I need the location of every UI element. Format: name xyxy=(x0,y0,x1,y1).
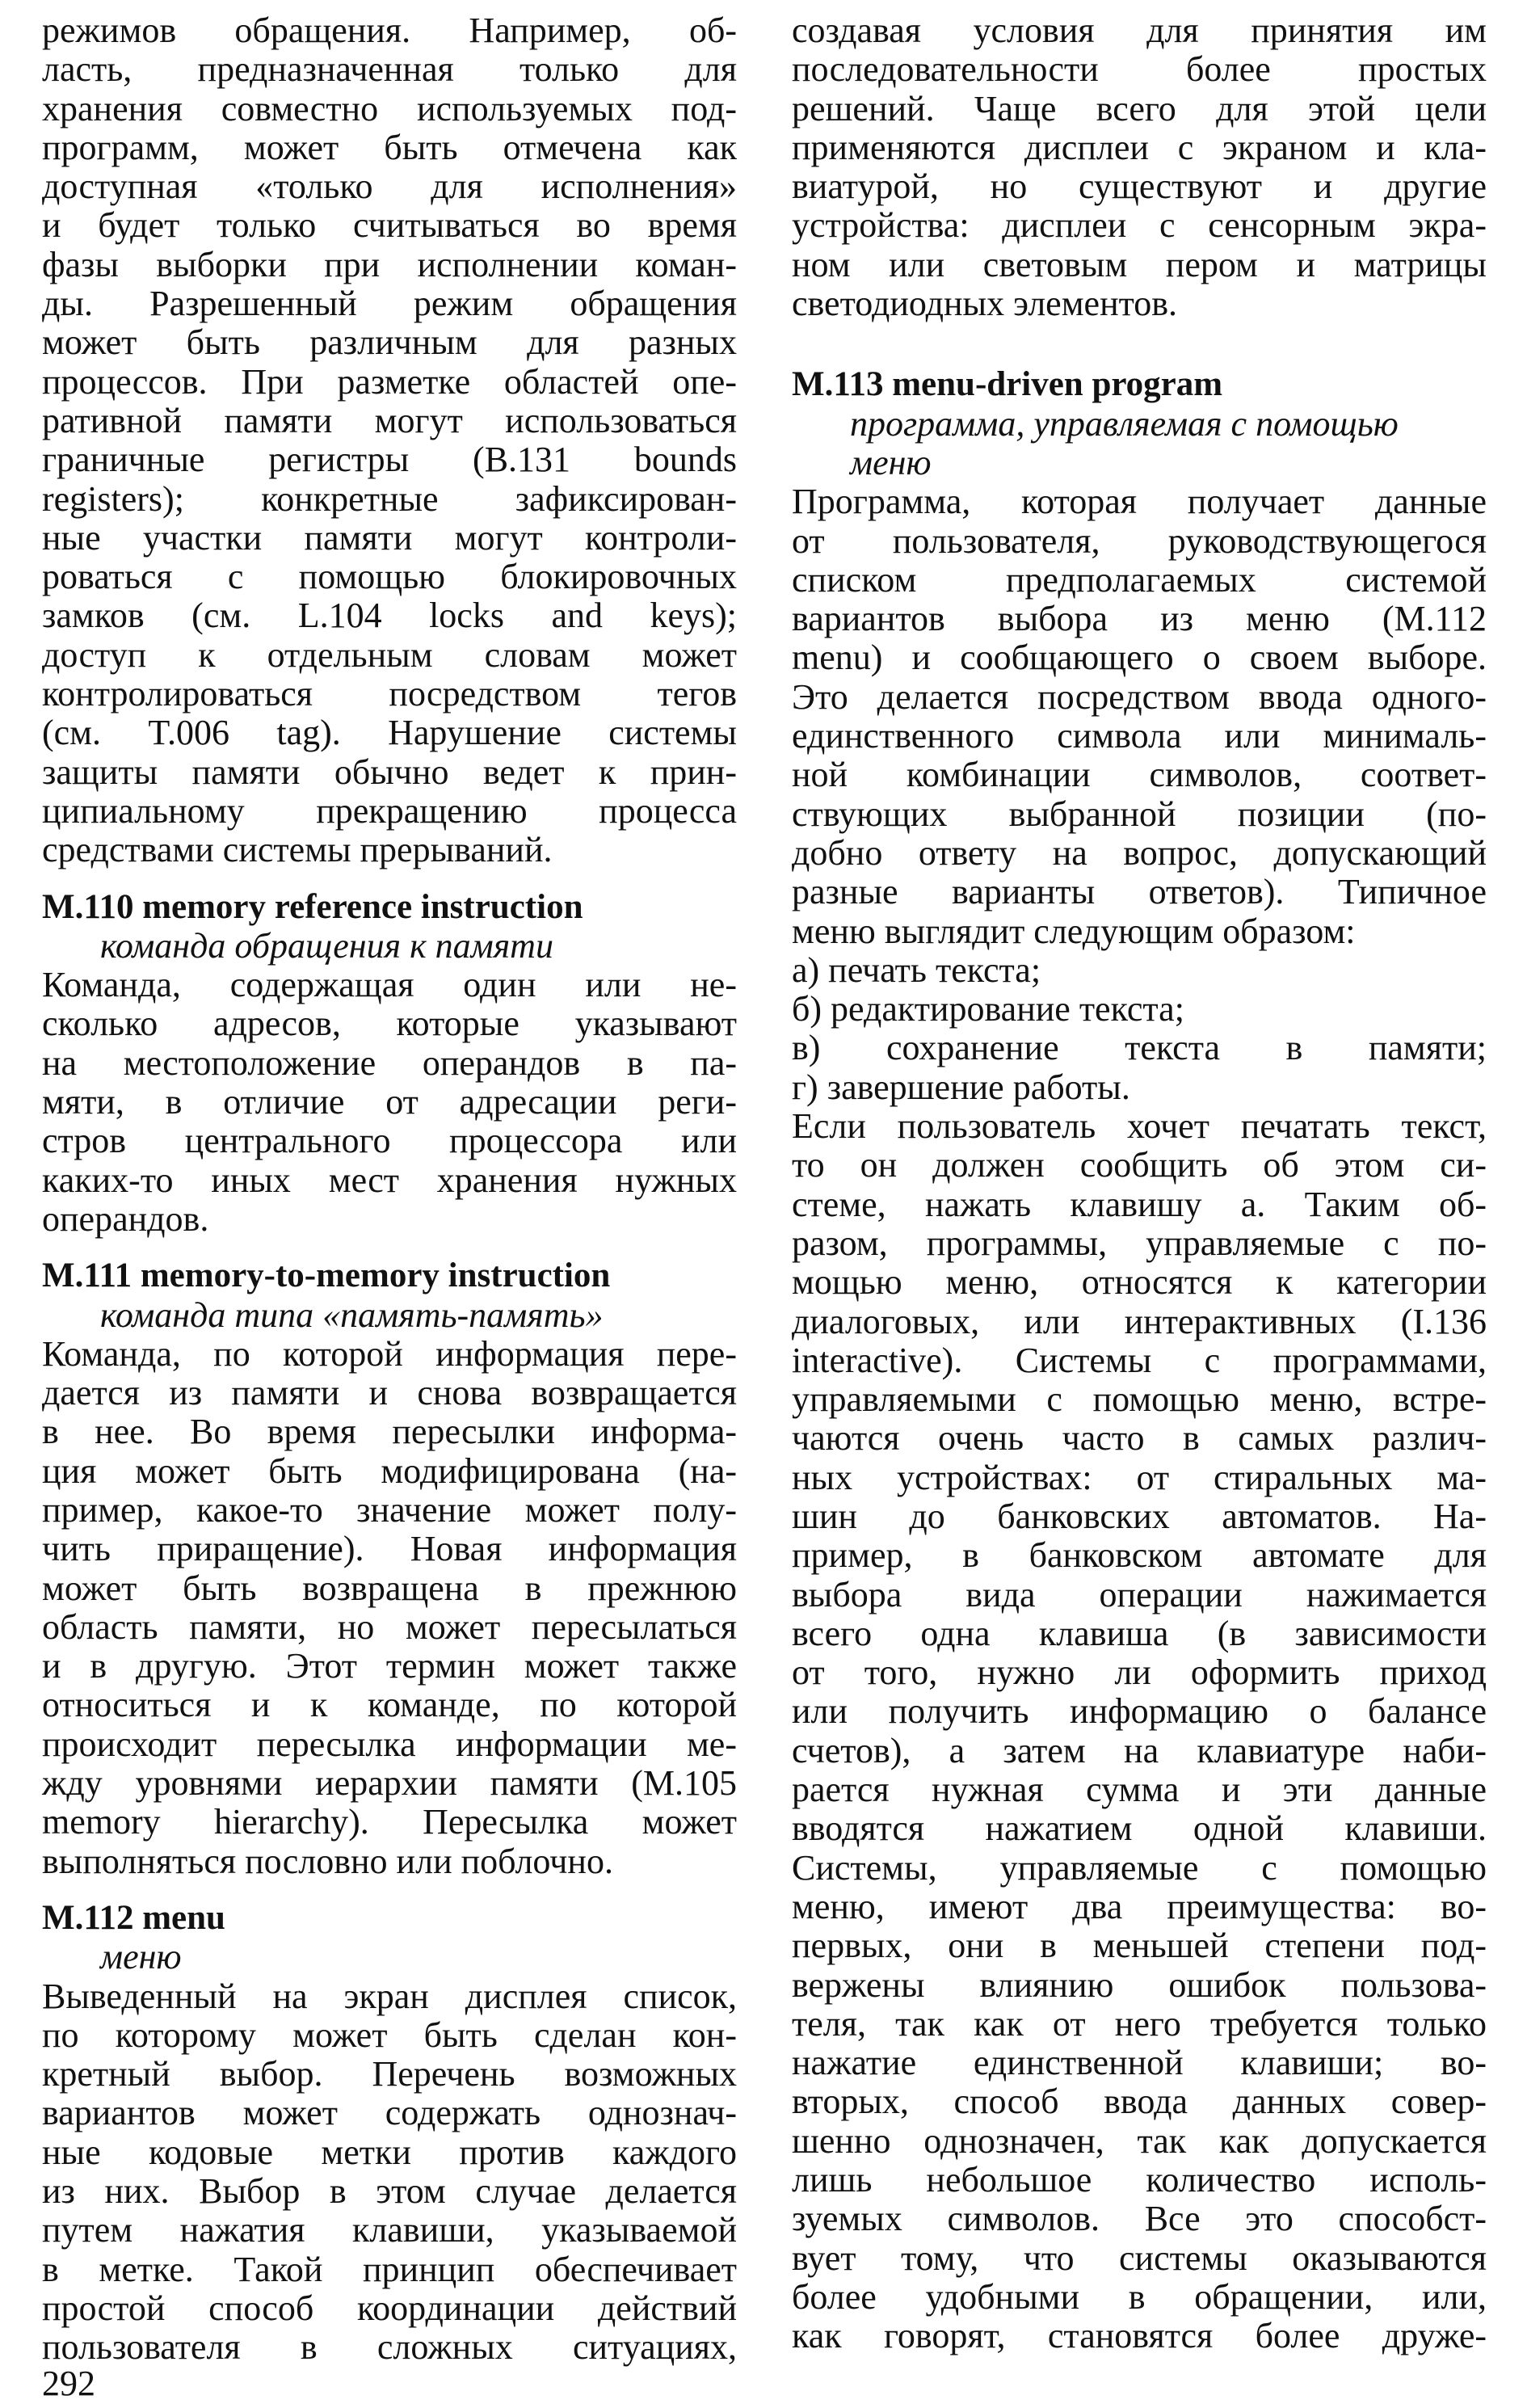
paragraph xyxy=(792,1068,1487,1107)
text-line-text: относиться и к команде, по которой xyxy=(42,1685,737,1725)
text-line xyxy=(42,966,737,1004)
text-line-text: ды. Разрешенный режим обращения xyxy=(42,284,737,324)
text-line xyxy=(792,600,1487,638)
text-line-text: по которому может быть сделан кон- xyxy=(42,2014,737,2055)
text-line xyxy=(792,2122,1487,2161)
text-line xyxy=(792,1146,1487,1185)
text-line xyxy=(42,1647,737,1686)
text-line xyxy=(792,2005,1487,2044)
paragraph xyxy=(792,11,1487,323)
text-line xyxy=(792,1809,1487,1848)
text-line-text: ных устройствах: от стиральных ма- xyxy=(792,1457,1487,1497)
paragraph xyxy=(792,1029,1487,1067)
text-line-text: фазы выборки при исполнении коман- xyxy=(42,244,737,284)
text-line-text: первых, они в меньшей степени под- xyxy=(792,1926,1487,1966)
text-line xyxy=(42,2172,737,2211)
text-line xyxy=(42,753,737,792)
text-line xyxy=(42,1044,737,1083)
text-line xyxy=(42,128,737,167)
text-line xyxy=(42,246,737,284)
text-line-text: ствующих выбранной позиции (по- xyxy=(792,794,1487,834)
text-line xyxy=(42,1335,737,1374)
text-line-text: пример, какое-то значение может полу- xyxy=(42,1489,737,1530)
text-line-text: и в другую. Этот термин может также xyxy=(42,1646,737,1686)
text-line xyxy=(792,482,1487,521)
text-line-text: меню выглядит следующим образом: xyxy=(792,911,1356,951)
text-line-text: счетов), а затем на клавиатуре наби- xyxy=(792,1730,1487,1770)
text-line-text: мяти, в отличие от адресации реги- xyxy=(42,1082,737,1122)
text-line-text: Это делается посредством ввода одного- xyxy=(792,676,1487,717)
text-line xyxy=(792,1849,1487,1888)
entry-translation xyxy=(42,1296,737,1335)
text-line xyxy=(792,167,1487,206)
text-line xyxy=(792,1732,1487,1770)
text-line xyxy=(792,1653,1487,1692)
text-line xyxy=(792,1224,1487,1263)
text-line-text: вует тому, что системы оказываются xyxy=(792,2238,1487,2278)
text-line xyxy=(42,1725,737,1764)
text-line xyxy=(42,519,737,558)
text-line-text: решений. Чаще всего для этой цели xyxy=(792,88,1487,128)
text-line xyxy=(42,50,737,89)
text-line-text: программ, может быть отмечена как xyxy=(42,127,737,167)
text-line-text: теля, так как от него требуется только xyxy=(792,2003,1487,2044)
text-line xyxy=(42,90,737,128)
text-line xyxy=(792,1926,1487,1965)
text-line-text: вводятся нажатием одной клавиши. xyxy=(792,1808,1487,1849)
text-line-text: операндов. xyxy=(42,1198,209,1239)
text-line-text: списком предполагаемых системой xyxy=(792,559,1487,600)
text-line-text: Команда, по которой информация пере- xyxy=(42,1333,737,1374)
text-line-text: ласть, предназначенная только для xyxy=(42,49,737,90)
text-line-text: доступная «только для исполнения» xyxy=(42,166,737,207)
paragraph xyxy=(792,990,1487,1029)
text-line-text: светодиодных элементов. xyxy=(792,284,1178,324)
paragraph xyxy=(792,1107,1487,2356)
text-line xyxy=(42,323,737,362)
text-line-text: как говорят, становятся более друже- xyxy=(792,2316,1487,2356)
text-line-text: роваться с помощью блокировочных xyxy=(42,557,737,597)
text-line xyxy=(792,2239,1487,2278)
text-line xyxy=(792,990,1487,1029)
text-line-text: последовательности более простых xyxy=(792,49,1487,90)
text-line-text: Если пользователь хочет печатать текст, xyxy=(792,1106,1487,1147)
text-line xyxy=(792,1029,1487,1067)
text-line-text: registers); конкретные зафиксирован- xyxy=(42,478,737,519)
text-line-text: ной комбинации символов, соответ- xyxy=(792,755,1487,795)
text-line-text: замков (см. L.104 locks and keys); xyxy=(42,596,737,636)
entry-translation-text: команда типа «память-память» xyxy=(100,1295,604,1335)
entry-translation xyxy=(792,444,1487,482)
text-line-text: путем нажатия клавиши, указываемой xyxy=(42,2210,737,2250)
text-line-text: вержены влиянию ошибок пользова- xyxy=(792,1964,1487,2005)
text-line-text: разные варианты ответов). Типичное xyxy=(792,872,1487,912)
entry-heading-text: M.110 memory reference instruction xyxy=(42,887,583,926)
text-line xyxy=(42,167,737,206)
text-line xyxy=(792,795,1487,834)
text-line-text: виатурой, но существуют и другие xyxy=(792,166,1487,207)
text-line-text: ные участки памяти могут контроли- xyxy=(42,517,737,558)
text-line xyxy=(42,284,737,323)
text-line-text: может быть различным для разных xyxy=(42,322,737,363)
paragraph xyxy=(42,1335,737,1881)
entry-heading xyxy=(42,1899,737,1938)
text-line-text: граничные регистры (B.131 bounds xyxy=(42,440,737,480)
text-line-text: диалоговых, или интерактивных (I.136 xyxy=(792,1301,1487,1341)
text-line xyxy=(42,636,737,675)
text-line xyxy=(792,2082,1487,2121)
text-line xyxy=(42,1977,737,2016)
text-line xyxy=(42,2016,737,2055)
text-line-text: чить приращение). Новая информация xyxy=(42,1529,737,1569)
entry-heading-text: M.111 memory-to-memory instruction xyxy=(42,1257,611,1295)
text-line xyxy=(42,675,737,714)
text-line-text: добно ответу на вопрос, допускающий xyxy=(792,832,1487,873)
text-line xyxy=(42,1608,737,1647)
text-line xyxy=(792,1770,1487,1809)
text-line xyxy=(792,1497,1487,1536)
text-line xyxy=(42,11,737,50)
text-line-text: в) сохранение текста в памяти; xyxy=(792,1028,1487,1068)
text-line xyxy=(42,1530,737,1568)
text-line-text: применяются дисплеи с экраном и кла- xyxy=(792,127,1487,167)
text-line-text: пользователя в сложных ситуациях, xyxy=(42,2327,737,2368)
text-line xyxy=(42,1004,737,1043)
text-line xyxy=(792,128,1487,167)
text-line xyxy=(792,522,1487,561)
text-line-text: ципиальному прекращению процесса xyxy=(42,790,737,831)
text-line-text: средствами системы прерываний. xyxy=(42,830,553,870)
text-line-text: стеме, нажать клавишу а. Таким об- xyxy=(792,1184,1487,1224)
text-line xyxy=(42,596,737,635)
text-line-text: режимов обращения. Например, об- xyxy=(42,11,737,50)
text-line xyxy=(42,1686,737,1724)
text-line-text: управляемыми с помощью меню, встре- xyxy=(792,1379,1487,1420)
text-line-text: б) редактирование текста; xyxy=(792,989,1184,1029)
text-line xyxy=(792,206,1487,245)
text-line xyxy=(792,1576,1487,1614)
text-line-text: создавая условия для принятия им xyxy=(792,11,1487,50)
text-line xyxy=(792,2161,1487,2200)
text-line-text: выбора вида операции нажимается xyxy=(792,1574,1487,1614)
text-line xyxy=(792,1536,1487,1575)
text-line-text: Системы, управляемые с помощью xyxy=(792,1847,1487,1888)
text-line xyxy=(792,1692,1487,1731)
paragraph xyxy=(42,11,737,870)
text-line xyxy=(42,831,737,869)
text-line-text: каких-то иных мест хранения нужных xyxy=(42,1160,737,1200)
text-line-text: единственного символа или минималь- xyxy=(792,716,1487,756)
text-line-text: г) завершение работы. xyxy=(792,1067,1130,1107)
text-line xyxy=(42,2328,737,2367)
text-line xyxy=(42,714,737,752)
text-line-text: контролироваться посредством тегов xyxy=(42,674,737,714)
left-column xyxy=(42,11,737,2368)
text-line xyxy=(42,1161,737,1200)
text-line xyxy=(792,1888,1487,1926)
text-line-text: жду уровнями иерархии памяти (M.105 xyxy=(42,1763,737,1804)
entry-translation-text: меню xyxy=(850,442,932,482)
text-line xyxy=(792,246,1487,284)
paragraph xyxy=(792,951,1487,990)
text-line xyxy=(792,1380,1487,1419)
text-line xyxy=(42,1569,737,1608)
text-line-text: в метке. Такой принцип обеспечивает xyxy=(42,2249,737,2289)
text-line xyxy=(42,1764,737,1803)
text-line xyxy=(792,717,1487,756)
text-line xyxy=(42,2289,737,2328)
text-line xyxy=(792,912,1487,951)
paragraph xyxy=(42,966,737,1239)
paragraph xyxy=(42,1977,737,2368)
text-line-text: или получить информацию о балансе xyxy=(792,1691,1487,1732)
text-line xyxy=(42,2250,737,2289)
text-line-text: всего одна клавиша (в зависимости xyxy=(792,1613,1487,1653)
text-line xyxy=(792,638,1487,677)
text-line-text: memory hierarchy). Пересылка может xyxy=(42,1802,737,1842)
text-line xyxy=(42,1452,737,1491)
text-line-text: зуемых символов. Все это способст- xyxy=(792,2199,1487,2239)
text-line xyxy=(792,834,1487,873)
text-line xyxy=(792,2200,1487,2238)
text-line xyxy=(792,284,1487,323)
entry-heading xyxy=(792,365,1487,404)
text-line xyxy=(792,1185,1487,1224)
text-line-text: кретный выбор. Перечень возможных xyxy=(42,2054,737,2094)
text-line xyxy=(792,951,1487,990)
text-line-text: шенно однозначен, так как допускается xyxy=(792,2120,1487,2161)
page-number: 292 xyxy=(42,2364,95,2403)
text-line xyxy=(792,90,1487,128)
text-line xyxy=(792,1459,1487,1497)
entry-translation-text: меню xyxy=(100,1937,182,1977)
text-line xyxy=(792,1966,1487,2005)
text-line-text: дается из памяти и снова возвращается xyxy=(42,1373,737,1413)
text-line xyxy=(42,1412,737,1451)
text-line-text: то он должен сообщить об этом си- xyxy=(792,1145,1487,1185)
text-line-text: на местоположение операндов в па- xyxy=(42,1042,737,1083)
text-line-text: выполняться пословно или поблочно. xyxy=(42,1841,613,1881)
text-line-text: устройства: дисплеи с сенсорным экра- xyxy=(792,205,1487,246)
text-line xyxy=(42,1083,737,1122)
text-line xyxy=(42,1842,737,1881)
text-line-text: разом, программы, управляемые с по- xyxy=(792,1223,1487,1263)
text-line-text: пример, в банковском автомате для xyxy=(792,1535,1487,1576)
text-line xyxy=(42,2055,737,2094)
text-line-text: ные кодовые метки против каждого xyxy=(42,2132,737,2172)
text-line xyxy=(42,1122,737,1160)
text-line-text: а) печать текста; xyxy=(792,949,1041,990)
text-line xyxy=(792,50,1487,89)
text-line-text: сколько адресов, которые указывают xyxy=(42,1004,737,1044)
text-line xyxy=(42,2094,737,2132)
text-line xyxy=(792,1068,1487,1107)
text-line xyxy=(792,2317,1487,2355)
text-line xyxy=(42,2211,737,2250)
text-line xyxy=(792,2044,1487,2082)
text-line xyxy=(42,1491,737,1530)
text-line xyxy=(42,558,737,596)
text-line-text: процессов. При разметке областей опе- xyxy=(42,361,737,402)
text-line-text: мощью меню, относятся к категории xyxy=(792,1262,1487,1303)
text-line-text: защиты памяти обычно ведет к прин- xyxy=(42,751,737,792)
text-line-text: interactive). Системы с программами, xyxy=(792,1340,1487,1380)
text-line-text: от пользователя, руководствующегося xyxy=(792,520,1487,561)
entry-heading xyxy=(42,888,737,927)
text-line xyxy=(792,561,1487,600)
text-line-text: (см. T.006 tag). Нарушение системы xyxy=(42,713,737,753)
text-line-text: Команда, содержащая один или не- xyxy=(42,965,737,1005)
entry-heading xyxy=(42,1257,737,1295)
text-line-text: ном или световым пером и матрицы xyxy=(792,244,1487,284)
entry-heading-text: M.112 menu xyxy=(42,1898,225,1937)
text-line xyxy=(42,2133,737,2172)
text-line xyxy=(42,363,737,402)
right-column xyxy=(792,11,1487,2356)
text-line-text: чаются очень часто в самых различ- xyxy=(792,1418,1487,1459)
text-line xyxy=(42,402,737,440)
text-line-text: может быть возвращена в прежнюю xyxy=(42,1568,737,1608)
text-line xyxy=(792,1419,1487,1458)
text-line-text: menu) и сообщающего о своем выборе. xyxy=(792,638,1487,678)
text-line xyxy=(42,206,737,245)
text-line-text: Выведенный на экран дисплея список, xyxy=(42,1976,737,2016)
text-line-text: вторых, способ ввода данных совер- xyxy=(792,2082,1487,2122)
text-line-text: Программа, которая получает данные xyxy=(792,482,1487,522)
entry-translation xyxy=(42,1938,737,1976)
text-line-text: лишь небольшое количество исполь- xyxy=(792,2160,1487,2200)
text-line-text: шин до банковских автоматов. На- xyxy=(792,1496,1487,1536)
text-line-text: происходит пересылка информации ме- xyxy=(42,1724,737,1764)
text-line-text: хранения совместно используемых под- xyxy=(42,88,737,128)
text-line-text: стров центрального процессора или xyxy=(42,1121,737,1161)
text-line xyxy=(792,1614,1487,1653)
text-line xyxy=(42,480,737,519)
text-line xyxy=(792,11,1487,50)
text-line xyxy=(42,1200,737,1239)
text-line-text: ративной памяти могут использоваться xyxy=(42,400,737,440)
text-line-text: меню, имеют два преимущества: во- xyxy=(792,1886,1487,1926)
paragraph xyxy=(792,482,1487,951)
text-line xyxy=(792,678,1487,717)
text-line-text: доступ к отдельным словам может xyxy=(42,634,737,675)
text-line-text: область памяти, но может пересылаться xyxy=(42,1606,737,1647)
text-line-text: ция может быть модифицирована (на- xyxy=(42,1450,737,1491)
entry-heading-text: M.113 menu-driven program xyxy=(792,365,1223,404)
text-line xyxy=(42,1803,737,1842)
text-line xyxy=(42,440,737,479)
entry-translation xyxy=(42,927,737,966)
text-line-text: рается нужная сумма и эти данные xyxy=(792,1770,1487,1810)
text-line xyxy=(792,756,1487,794)
text-line-text: из них. Выбор в этом случае делается xyxy=(42,2171,737,2212)
text-line-text: нажатие единственной клавиши; во- xyxy=(792,2043,1487,2083)
entry-translation-text: программа, управляемая с помощью xyxy=(850,403,1399,444)
text-line-text: в нее. Во время пересылки информа- xyxy=(42,1412,737,1452)
text-line-text: вариантов может содержать однознач- xyxy=(42,2093,737,2133)
text-line-text: вариантов выбора из меню (M.112 xyxy=(792,599,1487,639)
text-line xyxy=(792,1107,1487,1146)
text-line-text: простой способ координации действий xyxy=(42,2288,737,2328)
text-line xyxy=(792,1263,1487,1302)
text-line xyxy=(42,1374,737,1412)
entry-translation xyxy=(792,405,1487,444)
text-line xyxy=(792,873,1487,911)
text-line xyxy=(792,1303,1487,1341)
entry-translation-text: команда обращения к памяти xyxy=(100,925,553,966)
text-line-text: и будет только считываться во время xyxy=(42,205,737,246)
text-line-text: от того, нужно ли оформить приход xyxy=(792,1652,1487,1693)
text-line xyxy=(42,792,737,831)
text-line-text: более удобными в обращении, или, xyxy=(792,2276,1487,2317)
section-spacer xyxy=(792,323,1487,365)
text-line xyxy=(792,1341,1487,1380)
text-line xyxy=(792,2278,1487,2317)
